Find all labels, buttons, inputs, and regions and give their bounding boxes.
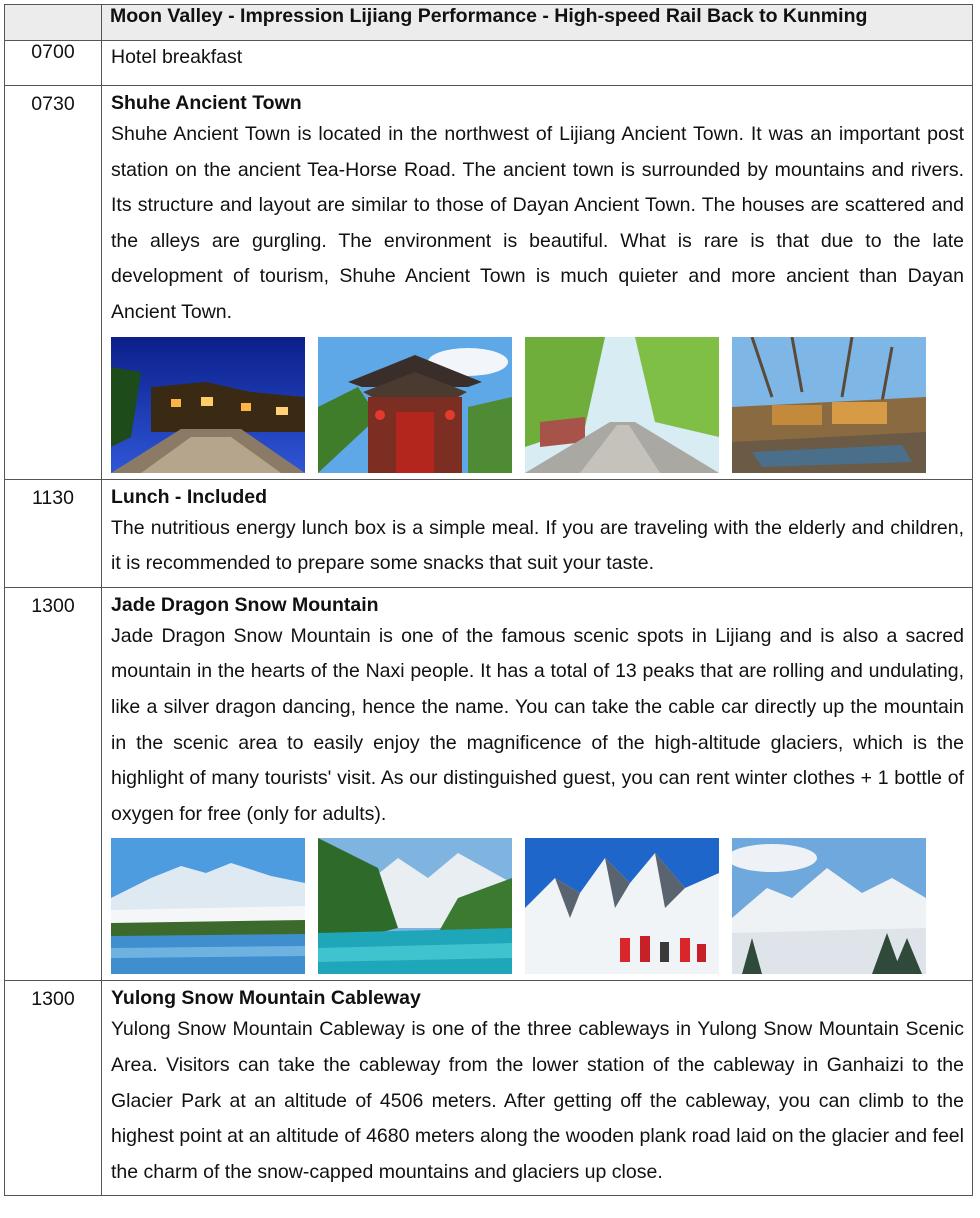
itinerary-day-title: Moon Valley - Impression Lijiang Performance - High-speed Rail Back to Kunming <box>102 5 973 41</box>
row-title: Yulong Snow Mountain Cableway <box>111 987 421 1010</box>
photo-shuhe-night-street <box>111 337 305 473</box>
row-title: Jade Dragon Snow Mountain <box>111 593 379 616</box>
photo-snow-mountain-lake <box>111 838 305 974</box>
row-time: 0700 <box>5 41 102 86</box>
itinerary-table <box>4 4 973 1196</box>
row-description: The nutritious energy lunch box is a simple meal. If you are traveling with the elderly and children, it is recommended to prepare some snacks that suit your taste. <box>111 516 964 575</box>
table-row <box>5 86 973 480</box>
row-title: Lunch - Included <box>111 485 267 508</box>
row-time: 1300 <box>5 587 102 981</box>
photo-snow-peaks-forest <box>732 838 926 974</box>
photo-strip <box>111 838 964 974</box>
row-description: Yulong Snow Mountain Cableway is one of the three cableways in Yulong Snow Mountain Scenic Area. Visitors can take the cableway from the lower station of the cableway in Ganhaizi to the Glacier Park at an altitude of 4506 meters. After getting off the cableway, you can climb to the highest point at an altitude of 4680 meters along the wooden plank road laid on the glacier and feel the charm of the snow-capped mountains and glaciers up close. <box>111 1018 964 1183</box>
row-time: 1300 <box>5 981 102 1196</box>
row-description: Jade Dragon Snow Mountain is one of the famous scenic spots in Lijiang and is also a sacred mountain in the hearts of the Naxi people. It has a total of 13 peaks that are rolling and undulating, like a silver dragon dancing, hence the name. You can take the cable car directly up the mountain in the scenic area to easily enjoy the magnificence of the high-altitude glaciers, which is the highlight of many tourists' visit. As our distinguished guest, you can rent winter clothes + 1 bottle of oxygen for free (only for adults). <box>111 624 964 825</box>
table-row <box>5 981 973 1196</box>
row-time: 1130 <box>5 479 102 587</box>
photo-shuhe-gate <box>318 337 512 473</box>
table-row <box>5 41 973 86</box>
row-description: Shuhe Ancient Town is located in the northwest of Lijiang Ancient Town. It was an important post station on the ancient Tea-Horse Road. The ancient town is surrounded by mountains and rivers. Its structure and layout are similar to those of Dayan Ancient Town. The houses are scattered and the alleys are gurgling. The environment is beautiful. What is rare is that due to the late development of tourism, Shuhe Ancient Town is much quieter and more ancient than Dayan Ancient Town. <box>111 123 964 323</box>
table-row <box>5 587 973 981</box>
header-time-cell <box>5 5 102 41</box>
row-title: Shuhe Ancient Town <box>111 92 302 114</box>
photo-blue-moon-valley <box>318 838 512 974</box>
table-row <box>5 479 973 587</box>
row-time: 0730 <box>5 86 102 480</box>
photo-strip <box>111 337 964 473</box>
row-text: Hotel breakfast <box>102 41 973 86</box>
photo-shuhe-willow-road <box>525 337 719 473</box>
photo-shuhe-stream <box>732 337 926 473</box>
photo-glacier-tourists <box>525 838 719 974</box>
header-row <box>5 5 973 41</box>
